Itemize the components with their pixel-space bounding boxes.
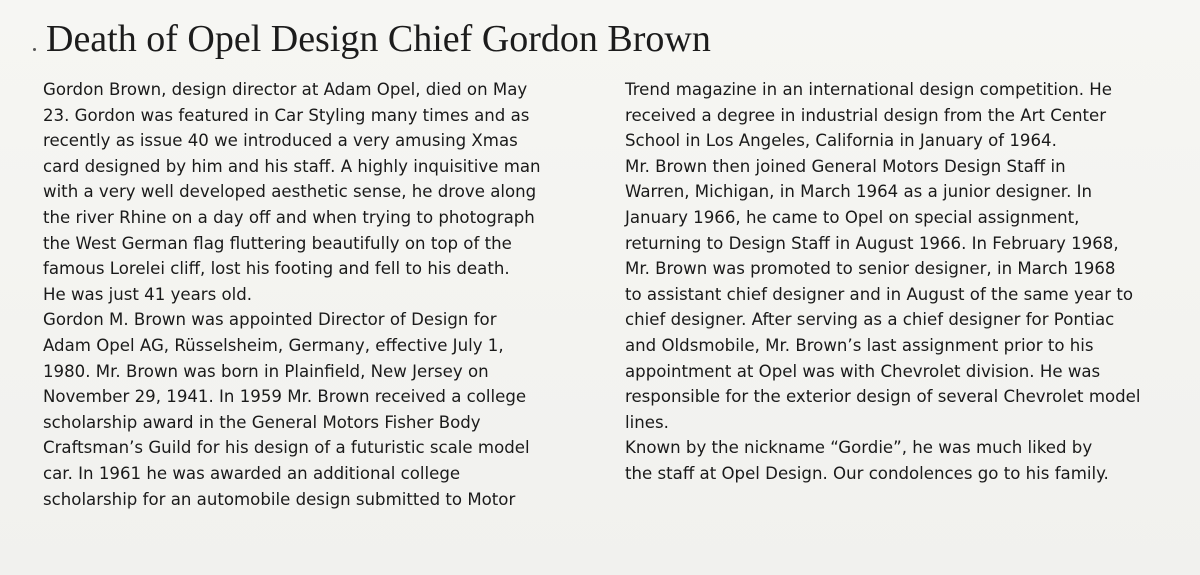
text-line: the West German flag fluttering beautifully on top of the [43, 233, 512, 253]
text-line: Trend magazine in an international design competition. He [625, 80, 1112, 99]
text-line: famous Lorelei cliff, lost his footing and fell to his death. [43, 259, 510, 279]
text-line: Warren, Michigan, in March 1964 as a junior designer. In [625, 182, 1093, 202]
text-line: and Oldsmobile, Mr. Brown’s last assignment prior to his [625, 335, 1094, 355]
text-line: 23. Gordon was featured in Car Styling many times and as [43, 105, 530, 125]
text-line: with a very well developed aesthetic sense, he drove along [43, 182, 537, 202]
text-line: Craftsman’s Guild for his design of a futuristic scale model [43, 438, 530, 458]
text-line: Mr. Brown then joined General Motors Design Staff in [625, 156, 1066, 176]
article-title: Death of Opel Design Chief Gordon Brown [46, 18, 711, 60]
article-column-right [625, 77, 1200, 487]
text-line: 1980. Mr. Brown was born in Plainfield, New Jersey on [43, 361, 489, 381]
text-line: Gordon Brown, design director at Adam Opel, died on May [43, 80, 528, 99]
text-line: the river Rhine on a day off and when trying to photograph [43, 207, 535, 227]
text-line: car. In 1961 he was awarded an additional college [43, 463, 461, 483]
text-line: recently as issue 40 we introduced a very amusing Xmas [43, 131, 518, 151]
text-line: Adam Opel AG, Rüsselsheim, Germany, effective July 1, [43, 335, 504, 355]
text-line: November 29, 1941. In 1959 Mr. Brown received a college [43, 387, 527, 407]
text-line: received a degree in industrial design from the Art Center [625, 105, 1107, 125]
text-line: Gordon M. Brown was appointed Director of Design for [43, 310, 497, 330]
text-line: He was just 41 years old. [43, 284, 253, 304]
text-line: card designed by him and his staff. A highly inquisitive man [43, 156, 541, 176]
text-line: the staff at Opel Design. Our condolences go to his family. [625, 463, 1109, 483]
text-line: returning to Design Staff in August 1966. In February 1968, [625, 233, 1119, 253]
text-line: Mr. Brown was promoted to senior designer, in March 1968 [625, 259, 1116, 279]
text-line: January 1966, he came to Opel on special assignment, [625, 207, 1080, 227]
text-line: School in Los Angeles, California in January of 1964. [625, 131, 1057, 151]
text-line: scholarship for an automobile design submitted to Motor [43, 489, 516, 509]
text-line: scholarship award in the General Motors Fisher Body [43, 412, 481, 432]
text-line: responsible for the exterior design of several Chevrolet model [625, 387, 1141, 407]
text-line: appointment at Opel was with Chevrolet division. He was [625, 361, 1101, 381]
article-column-left [43, 77, 613, 512]
text-line: to assistant chief designer and in August of the same year to [625, 284, 1133, 304]
text-line: chief designer. After serving as a chief designer for Pontiac [625, 310, 1115, 330]
text-line: Known by the nickname “Gordie”, he was much liked by [625, 438, 1093, 458]
text-line: lines. [625, 412, 669, 432]
print-speck [33, 48, 36, 51]
